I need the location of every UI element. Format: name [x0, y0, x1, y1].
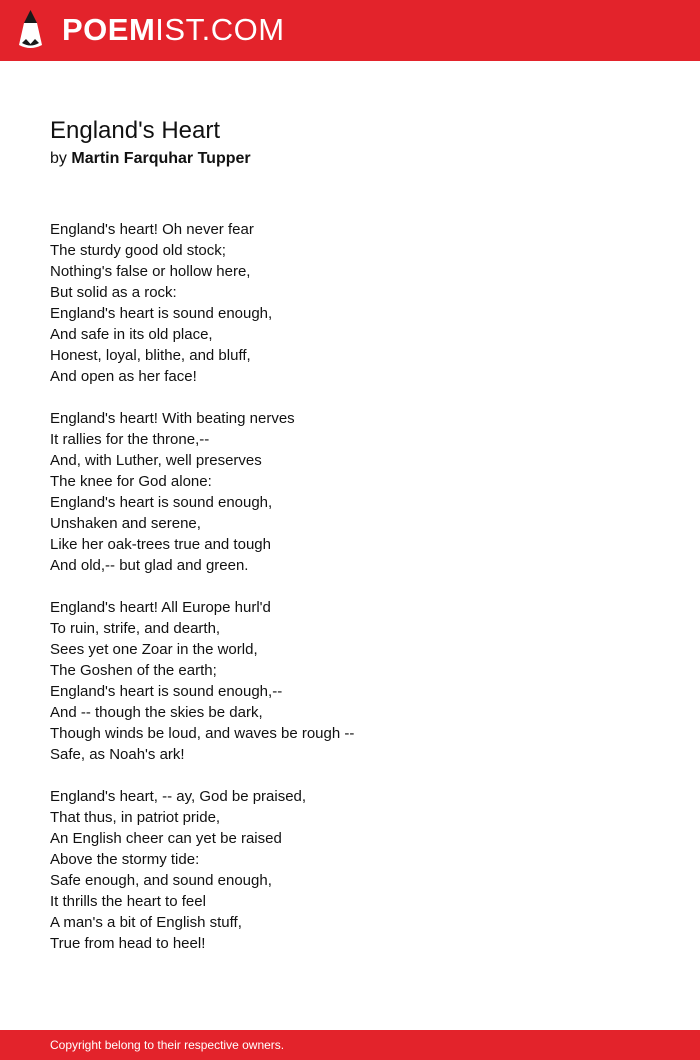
- stanza: [50, 597, 650, 765]
- poem-line: England's heart, -- ay, God be praised,: [50, 788, 307, 805]
- brand-light: IST.COM: [155, 12, 285, 47]
- poem-line: England's heart! Oh never fear: [50, 221, 254, 238]
- poem-line: And old,-- but glad and green.: [50, 557, 249, 574]
- author-name: Martin Farquhar Tupper: [71, 150, 251, 167]
- poem-line: Sees yet one Zoar in the world,: [50, 641, 258, 658]
- poem-line: That thus, in patriot pride,: [50, 809, 221, 826]
- poem-line: Nothing's false or hollow here,: [50, 263, 251, 280]
- byline: [50, 149, 251, 169]
- poem-line: Above the stormy tide:: [50, 851, 200, 868]
- site-header: [0, 0, 700, 61]
- poem-body: [50, 219, 650, 975]
- poem-line: It rallies for the throne,--: [50, 431, 210, 448]
- poem-line: The sturdy good old stock;: [50, 242, 226, 259]
- poem-line: England's heart is sound enough,: [50, 305, 273, 322]
- poem-line: It thrills the heart to feel: [50, 893, 206, 910]
- poem-line: England's heart is sound enough,: [50, 494, 273, 511]
- poem-line: England's heart is sound enough,--: [50, 683, 283, 700]
- pencil-icon[interactable]: [18, 10, 43, 51]
- poem-line: To ruin, strife, and dearth,: [50, 620, 221, 637]
- poem-line: And safe in its old place,: [50, 326, 213, 343]
- stanza: [50, 786, 650, 954]
- poem-line: Honest, loyal, blithe, and bluff,: [50, 347, 251, 364]
- poem-line: A man's a bit of English stuff,: [50, 914, 242, 931]
- poem-line: Safe, as Noah's ark!: [50, 746, 185, 763]
- poem-line: Unshaken and serene,: [50, 515, 201, 532]
- poem-line: The Goshen of the earth;: [50, 662, 217, 679]
- poem-line: An English cheer can yet be raised: [50, 830, 282, 847]
- site-footer: [0, 1030, 700, 1060]
- poem-line: And open as her face!: [50, 368, 197, 385]
- poem-line: Like her oak-trees true and tough: [50, 536, 271, 553]
- poem-line: The knee for God alone:: [50, 473, 212, 490]
- stanza: [50, 219, 650, 387]
- poem-line: True from head to heel!: [50, 935, 206, 952]
- poem-line: Safe enough, and sound enough,: [50, 872, 272, 889]
- poem-line: But solid as a rock:: [50, 284, 177, 301]
- poem-line: England's heart! All Europe hurl'd: [50, 599, 271, 616]
- poem-line: Though winds be loud, and waves be rough --: [50, 725, 355, 742]
- poem-line: And -- though the skies be dark,: [50, 704, 263, 721]
- brand-bold: POEM: [62, 12, 156, 47]
- poem-line: England's heart! With beating nerves: [50, 410, 295, 427]
- poem-title: England's Heart: [50, 117, 221, 144]
- copyright-text: Copyright belong to their respective owners.: [50, 1038, 285, 1052]
- poem-line: And, with Luther, well preserves: [50, 452, 262, 469]
- site-logo[interactable]: [62, 12, 285, 48]
- by-label: by: [50, 150, 67, 167]
- stanza: [50, 408, 650, 576]
